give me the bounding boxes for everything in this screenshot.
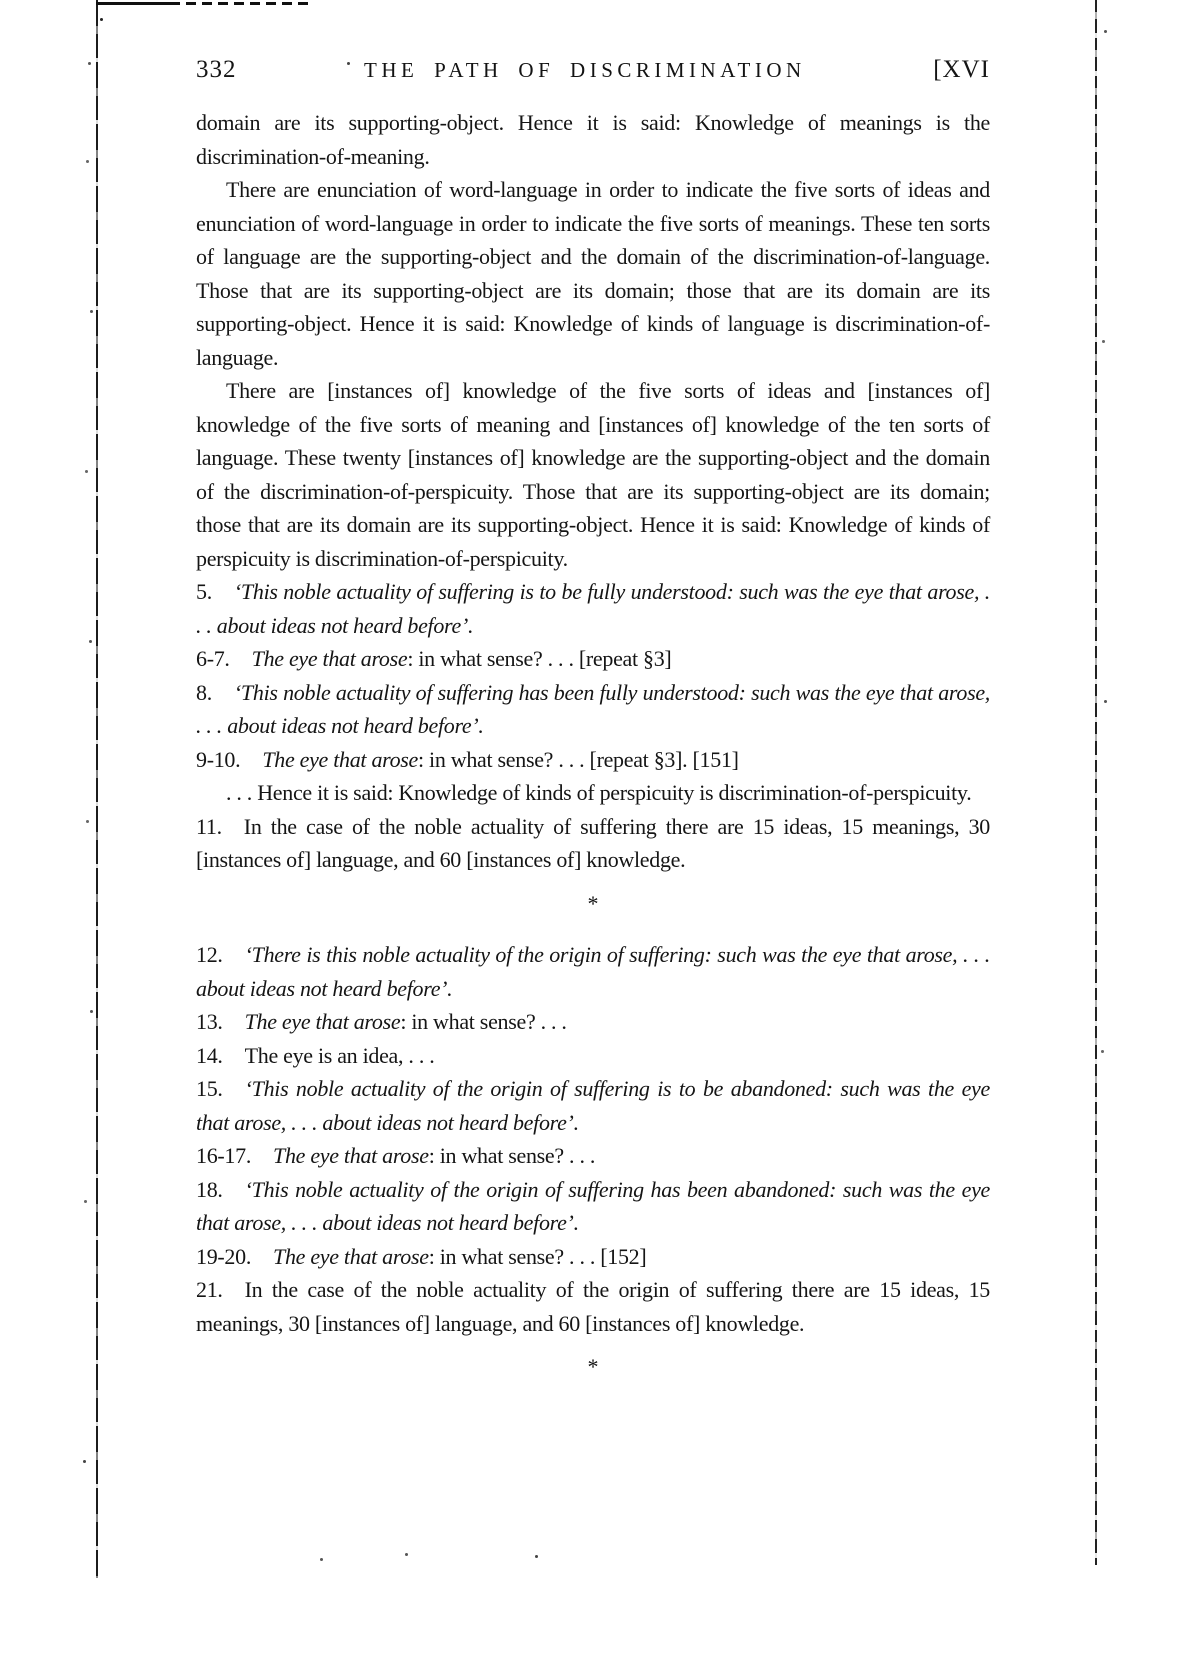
text-segment: ‘This noble actuality of the origin of suffering is to be abandoned: such was the eye that arose, . . . about ideas not heard before’.	[196, 1076, 990, 1135]
numbered-item	[196, 676, 990, 743]
text-segment: : in what sense? . . . [repeat §3]	[407, 646, 672, 671]
page-header	[196, 56, 990, 84]
scan-speckle-artifacts	[0, 0, 3, 3]
numbered-item	[196, 1273, 990, 1340]
item-number: 9-10.	[196, 746, 241, 772]
text-segment: There are enunciation of word-language in order to indicate the five sorts of ideas and enunciation of word-language in order to indicate the five sorts of meanings. These ten sorts of language are the supporting-object and the domain of the discrimination-of-language. Those that are its supporting-object are its domain; those that are its domain are its supporting-object. Hence it is said: Knowledge of kinds of language is discrimination-of-language.	[196, 177, 990, 370]
paragraph	[196, 173, 990, 374]
text-segment: The eye that arose	[244, 1009, 401, 1034]
text-segment: : in what sense? . . .	[400, 1009, 567, 1034]
numbered-item	[196, 938, 990, 1005]
paragraph	[196, 776, 990, 810]
item-number: 14.	[196, 1042, 223, 1068]
text-segment: : in what sense? . . .	[428, 1143, 596, 1168]
item-number: 16-17.	[196, 1143, 252, 1168]
page-number: 332	[196, 56, 237, 83]
text-segment: ‘This noble actuality of suffering has been fully understood: such was the eye that arose, . . . about ideas not heard before’.	[196, 679, 990, 738]
item-number: 11.	[196, 813, 222, 839]
text-segment: domain are its supporting-object. Hence it is said: Knowledge of meanings is the discrimination-of-meaning.	[196, 110, 990, 169]
paragraph	[196, 106, 990, 173]
text-segment: ‘There is this noble actuality of the origin of suffering: such was the eye that arose, . . . about ideas not heard before’.	[196, 942, 990, 1001]
numbered-item	[196, 575, 990, 642]
numbered-item	[196, 743, 990, 777]
scan-top-rule	[96, 2, 170, 5]
text-segment: There are [instances of] knowledge of the five sorts of ideas and [instances of] knowledge of the five sorts of meaning and [instances of] knowledge of the ten sorts of language. These twenty [instances of] knowledge are the supporting-object and the domain of the discrimination-of-perspicuity. Those that are its supporting-object are its domain; those that are its domain are its supporting-object. Hence it is said: Knowledge of kinds of perspicuity is discrimination-of-perspicuity.	[196, 378, 990, 571]
paragraph	[196, 374, 990, 575]
text-segment: ‘This noble actuality of the origin of suffering has been abandoned: such was the eye that arose, . . . about ideas not heard before’.	[196, 1176, 990, 1235]
numbered-item	[196, 1039, 990, 1073]
numbered-item	[196, 1173, 990, 1240]
section-separator-asterisk: *	[587, 890, 599, 916]
numbered-item	[196, 642, 990, 676]
scan-top-rule-dashed	[170, 2, 310, 5]
page-body	[196, 106, 990, 1402]
item-number: 13.	[196, 1009, 223, 1034]
item-number: 21.	[196, 1277, 223, 1302]
item-number: 19-20.	[196, 1243, 252, 1269]
numbered-item	[196, 1240, 990, 1274]
scan-left-edge-rule	[96, 0, 98, 1578]
text-segment: The eye that arose	[273, 1143, 429, 1168]
text-segment: ‘This noble actuality of suffering is to be fully understood: such was the eye that arose, . . . about ideas not heard before’.	[196, 579, 990, 638]
text-segment: The eye is an idea, . . .	[244, 1042, 435, 1068]
item-number: 18.	[196, 1176, 223, 1202]
item-number: 15.	[196, 1076, 223, 1101]
text-segment: The eye that arose	[273, 1243, 429, 1269]
numbered-item	[196, 810, 990, 877]
chapter-marker: [XVI	[933, 56, 990, 83]
item-number: 5.	[196, 579, 212, 604]
text-segment: In the case of the noble actuality of the origin of suffering there are 15 ideas, 15 meanings, 30 [instances of] language, and 60 [instances of] knowledge.	[196, 1277, 990, 1336]
text-segment: . . . Hence it is said: Knowledge of kinds of perspicuity is discrimination-of-perspicuity.	[226, 780, 972, 805]
item-number: 12.	[196, 942, 223, 967]
text-segment: : in what sense? . . . [repeat §3]. [151]	[418, 746, 739, 772]
scan-right-edge-rule	[1095, 0, 1097, 1565]
item-number: 8.	[196, 679, 212, 705]
numbered-item	[196, 1139, 990, 1173]
section-separator-asterisk: *	[587, 1354, 599, 1379]
item-number: 6-7.	[196, 646, 230, 671]
numbered-item	[196, 1005, 990, 1039]
numbered-item	[196, 1072, 990, 1139]
book-title: THE PATH OF DISCRIMINATION	[364, 58, 806, 82]
text-segment: : in what sense? . . . [152]	[428, 1243, 647, 1269]
text-segment: In the case of the noble actuality of suffering there are 15 ideas, 15 meanings, 30 [instances of] language, and 60 [instances of] knowledge.	[196, 813, 990, 872]
text-segment: The eye that arose	[251, 646, 408, 671]
text-segment: The eye that arose	[262, 746, 419, 772]
